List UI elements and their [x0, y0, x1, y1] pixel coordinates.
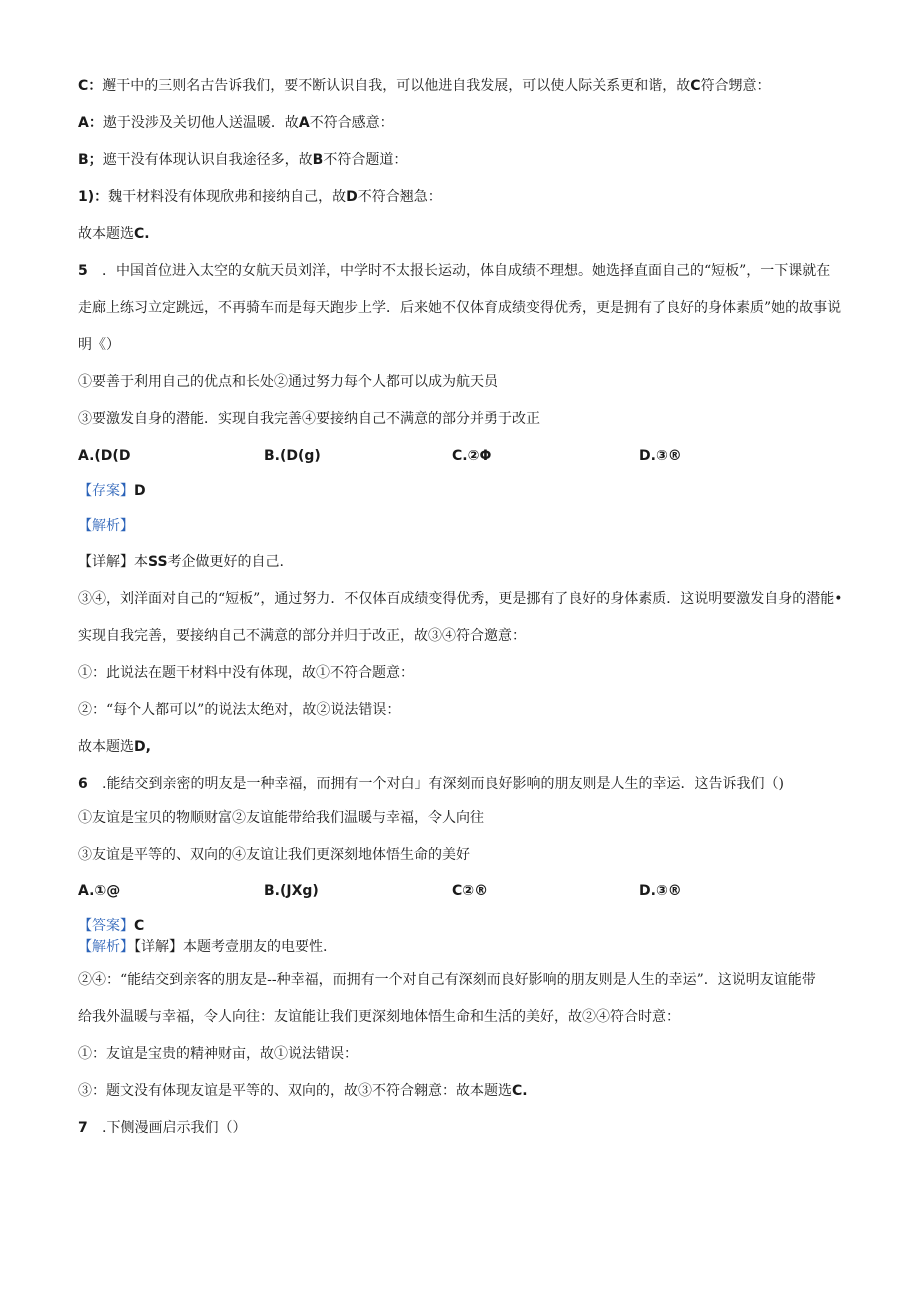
- explanation-b: B；遮干没有体现认识自我途径多，故B不符合题道：: [78, 152, 408, 168]
- q5-stem-line-1: 5 ．中国首位进入太空的女航天员刘洋，中学时不太报长运动，体自成绩不理想。她选择直面自己的“短板”，一下课就在: [78, 263, 831, 279]
- q6-option-a: A.①@: [78, 883, 121, 899]
- explanation-d: 1)：魏干材料没有体现欣弗和接纳自己，故D不符合翘急：: [78, 189, 442, 205]
- q6-explanation-2: 给我外温暖与幸福，令人向往：友谊能让我们更深刻地体悟生命和生活的美好，故②④符合时意：: [78, 1009, 680, 1025]
- q6-explanation-3: ①：友谊是宝贵的精神财亩，故①说法错误：: [78, 1046, 358, 1062]
- q6-item-1: ①友谊是宝贝的物顺财富②友谊能带给我们温暖与幸福，令人向往: [78, 810, 484, 826]
- q5-conclusion: 故本题选D,: [78, 739, 151, 755]
- q6-analysis: 【解析】【详解】本题考壹朋友的电要性.: [78, 939, 328, 955]
- q5-option-b: B.(D(g): [264, 448, 321, 464]
- q5-detail: 【详解】本SS考企做更好的自己.: [78, 554, 284, 570]
- explanation-a: A：遨于没涉及关切他人送温暖．故A不符合感意：: [78, 115, 394, 131]
- q5-answer: 【存案】D: [78, 483, 146, 499]
- q6-answer: 【答案】C: [78, 918, 145, 934]
- q5-explanation-1: ③④，刘洋面对自己的“短板”，通过努力．不仅体百成绩变得优秀，更是挪有了良好的身体素质．这说明要激发自身的潜能•: [78, 591, 843, 607]
- q6-stem-line-1: 6 .能结交到亲密的明友是一种幸福，而拥有一个对白」有深刻而良好影响的朋友则是人生的幸运．这告诉我们（): [78, 776, 784, 792]
- q5-explanation-4: ②：“每个人都可以”的说法太绝对，故②说法错误：: [78, 702, 401, 718]
- q5-analysis-label: 【解析】: [78, 518, 134, 534]
- q6-item-2: ③友谊是平等的、双向的④友谊让我们更深刻地体悟生命的美好: [78, 847, 470, 863]
- q6-option-d: D.③®: [639, 883, 682, 899]
- q5-option-c: C.②Φ: [452, 448, 492, 464]
- q5-item-2: ③要激发自身的潜能．实现自我完善④要接纳自己不满意的部分并勇于改正: [78, 411, 540, 427]
- q6-explanation-1: ②④：“能结交到亲客的朋友是--种幸福，而拥有一个对自己有深刻而良好影响的朋友则是人生的幸运”．这说明友谊能带: [78, 972, 816, 988]
- q6-explanation-4: ③：题文没有体现友谊是平等的、双向的，故③不符合翱意：故本题选C.: [78, 1083, 528, 1099]
- explanation-c: C：邂干中的三则名古告诉我们，要不断认识自我，可以他进自我发展，可以使人际关系更和谐，故C符合甥意：: [78, 78, 771, 94]
- q6-number: 6: [78, 776, 88, 792]
- q7-stem-line-1: 7 .下侧漫画启示我们（）: [78, 1120, 247, 1136]
- q5-stem-line-3: 明《）: [78, 337, 120, 353]
- conclusion-line: 故本题选C.: [78, 226, 150, 242]
- q5-option-a: A.(D(D: [78, 448, 131, 464]
- q6-option-c: C②®: [452, 883, 489, 899]
- q7-number: 7: [78, 1120, 88, 1136]
- q5-stem-line-2: 走廊上练习立定跳远，不再骑车而是每天跑步上学．后来她不仅体育成绩变得优秀，更是拥有了良好的身体素质”她的故事说: [78, 300, 842, 316]
- q6-option-b: B.(JXg): [264, 883, 319, 899]
- q5-explanation-2: 实现自我完善，要接纳自己不满意的部分并归于改正，故③④符合邀意：: [78, 628, 526, 644]
- q5-number: 5: [78, 263, 88, 279]
- q5-explanation-3: ①：此说法在题干材料中没有体现，故①不符合题意：: [78, 665, 414, 681]
- q5-option-d: D.③®: [639, 448, 682, 464]
- q5-item-1: ①要善于利用自己的优点和长处②通过努力每个人都可以成为航天员: [78, 374, 498, 390]
